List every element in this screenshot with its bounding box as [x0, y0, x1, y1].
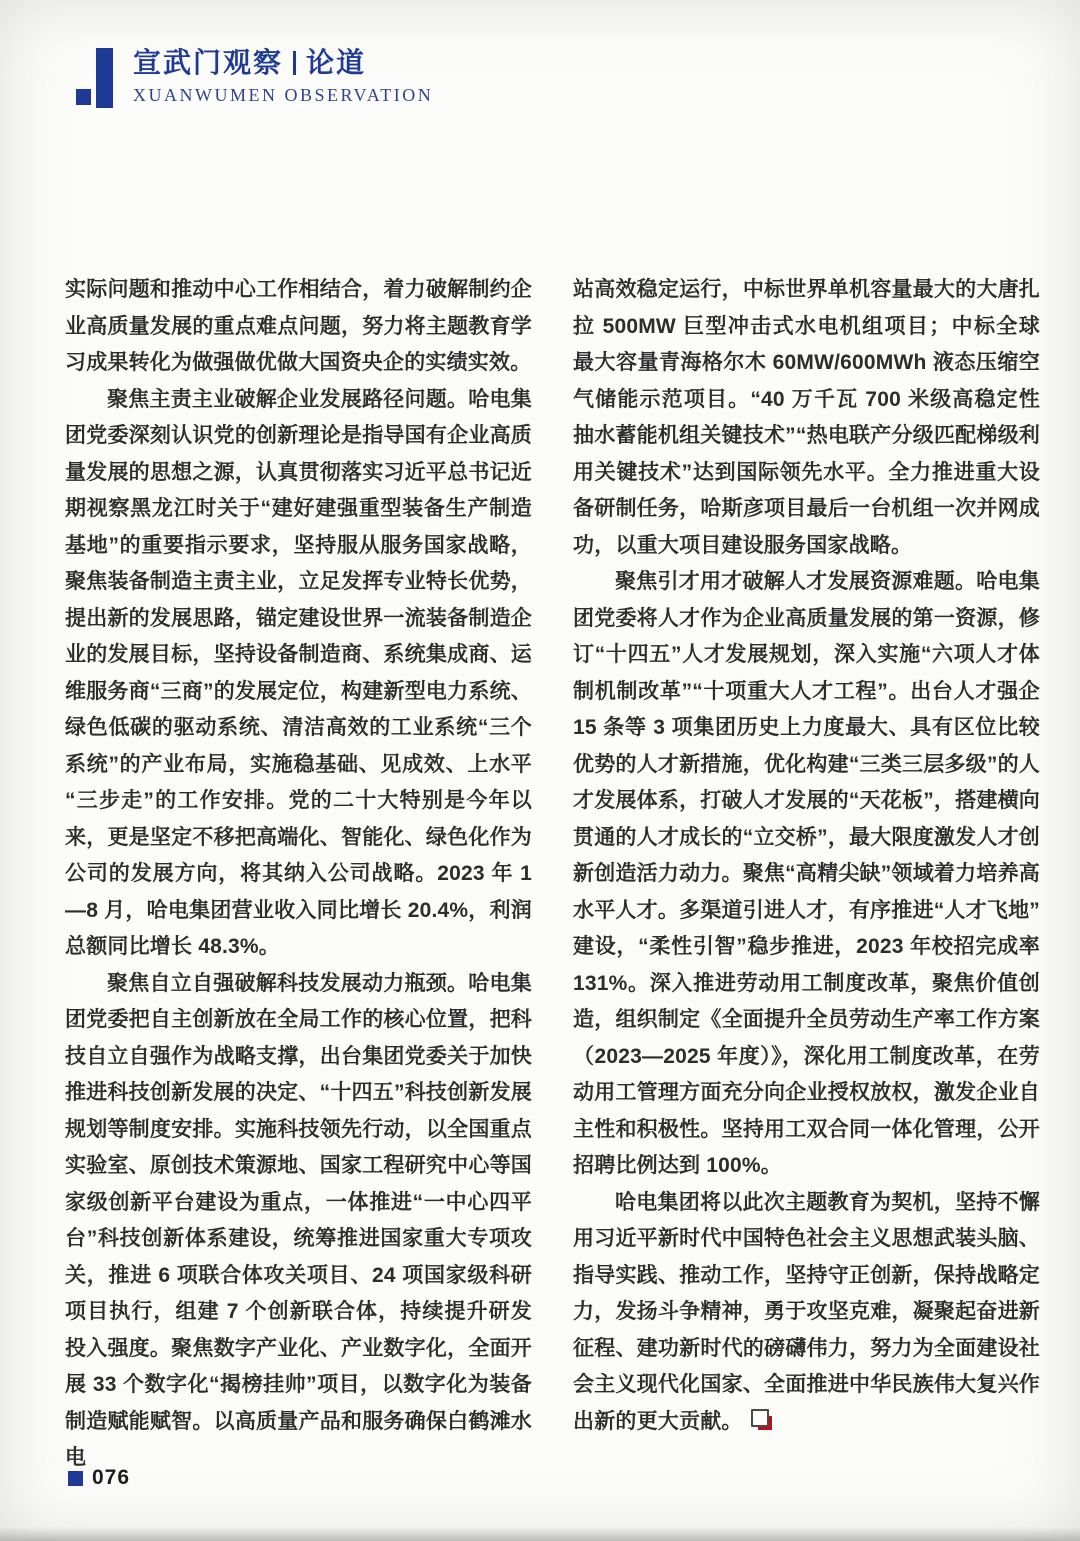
paragraph: 聚焦引才用才破解人才发展资源难题。哈电集团党委将人才作为企业高质量发展的第一资源，修订“十四五”人才发展规划，深入实施“六项人才体制机制改革”“十项重大人才工程”。出台人才强企 15 条等 3 项集团历史上力度最大、具有区位比较优势的人才新措施，优化构建“三类三层多级”的人才发展体系，打破人才发展的“天花板”，搭建横向贯通的人才成长的“立交桥”，最大限度激发人才创新创造活力动力。聚焦“高精尖缺”领域着力培养高水平人才。多渠道引进人才，有序推进“人才飞地”建设，“柔性引智”稳步推进，2023 年校招完成率 131%。深入推进劳动用工制度改革，聚焦价值创造，组织制定《全面提升全员劳动生产率工作方案（2023—2025 年度）》，深化用工制度改革，在劳动用工管理方面充分向企业授权放权，激发企业自主性和积极性。坚持用工双合同一体化管理，公开招聘比例达到 100%。 [573, 570, 1040, 1177]
end-mark-white-square [751, 1409, 769, 1427]
article-column-right [573, 272, 1040, 1440]
header-titles [133, 46, 433, 106]
page-number: 076 [92, 1466, 131, 1489]
page-number-square-icon [68, 1471, 83, 1486]
paragraph: 实际问题和推动中心工作相结合，着力破解制约企业高质量发展的重点难点问题，努力将主题教育学习成果转化为做强做优做大国资央企的实绩实效。 [65, 278, 532, 374]
title-observation: 宣武门观察 [133, 47, 284, 78]
xuanwumen-logo-icon [76, 46, 113, 108]
section-title [133, 48, 433, 78]
paragraph: 聚焦主责主业破解企业发展路径问题。哈电集团党委深刻认识党的创新理论是指导国有企业高质量发展的思想之源，认真贯彻落实习近平总书记近期视察黑龙江时关于“建好建强重型装备生产制造基地”的重要指示要求，坚持服从服务国家战略，聚焦装备制造主责主业，立足发挥专业特长优势，提出新的发展思路，锚定建设世界一流装备制造企业的发展目标，坚持设备制造商、系统集成商、运维服务商“三商”的发展定位，构建新型电力系统、绿色低碳的驱动系统、清洁高效的工业系统“三个系统”的产业布局，实施稳基础、见成效、上水平“三步走”的工作安排。党的二十大特别是今年以来，更是坚定不移把高端化、智能化、绿色化作为公司的发展方向，将其纳入公司战略。2023 年 1—8 月，哈电集团营业收入同比增长 20.4%，利润总额同比增长 48.3%。 [65, 387, 532, 958]
page-header [76, 46, 433, 108]
title-divider [293, 51, 296, 75]
paragraph: 聚焦自立自强破解科技发展动力瓶颈。哈电集团党委把自主创新放在全局工作的核心位置，把科技自立自强作为战略支撑，出台集团党委关于加快推进科技创新发展的决定、“十四五”科技创新发展规划等制度安排。实施科技领先行动，以全国重点实验室、原创技术策源地、国家工程研究中心等国家级创新平台建设为重点，一体推进“一中心四平台”科技创新体系建设，统筹推进国家重大专项攻关，推进 6 项联合体攻关项目、24 项国家级科研项目执行，组建 7 个创新联合体，持续提升研发投入强度。聚焦数字产业化、产业数字化，全面开展 33 个数字化“揭榜挂帅”项目，以数字化为装备制造赋能赋智。以高质量产品和服务确保白鹤滩水电 [65, 971, 532, 1469]
logo-bar-short [76, 89, 91, 105]
logo-bar-tall [96, 48, 113, 108]
paragraph-text: 哈电集团将以此次主题教育为契机，坚持不懈用习近平新时代中国特色社会主义思想武装头脑、指导实践、推动工作，坚持守正创新，保持战略定力，发扬斗争精神，勇于攻坚克难，凝聚起奋进新征程、建功新时代的磅礴伟力，努力为全面建设社会主义现代化国家、全面推进中华民族伟大复兴作出新的更大贡献。 [573, 1190, 1040, 1433]
title-section: 论道 [306, 47, 367, 78]
section-subtitle-en: XUANWUMEN OBSERVATION [133, 85, 434, 105]
article-column-left [65, 272, 532, 1477]
page-footer [68, 1466, 130, 1490]
paragraph: 站高效稳定运行，中标世界单机容量最大的大唐扎拉 500MW 巨型冲击式水电机组项目；中标全球最大容量青海格尔木 60MW/600MWh 液态压缩空气储能示范项目。“40 万千瓦 700 米级高稳定性抽水蓄能机组关键技术”“热电联产分级匹配梯级利用关键技术”达到国际领先水平。全力推进重大设备研制任务，哈斯彦项目最后一台机组一次并网成功，以重大项目建设服务国家战略。 [573, 278, 1040, 557]
paragraph [573, 1185, 1040, 1441]
article-end-mark-icon [751, 1409, 777, 1431]
